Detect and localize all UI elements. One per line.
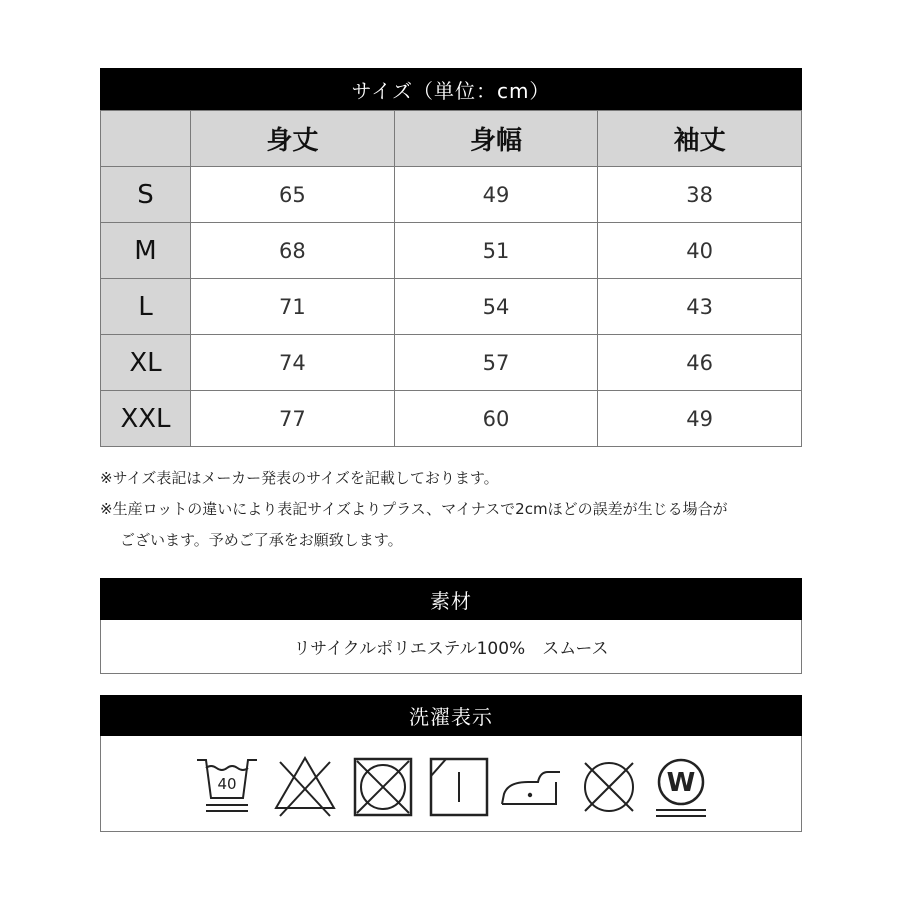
- table-cell: 51: [394, 223, 598, 279]
- iron-low-icon: [498, 754, 564, 820]
- size-table-header-row: [101, 111, 802, 167]
- table-cell: 65: [191, 167, 395, 223]
- size-label: L: [101, 279, 191, 335]
- table-cell: 60: [394, 391, 598, 447]
- table-row: [101, 223, 802, 279]
- size-section-title: サイズ（単位：cm）: [351, 78, 551, 103]
- size-label: S: [101, 167, 191, 223]
- care-section-header: [100, 695, 802, 736]
- wash-temp-label: 40: [217, 775, 237, 793]
- column-header-length: 身丈: [191, 111, 395, 167]
- material-section-header: [100, 578, 802, 620]
- table-row: [101, 279, 802, 335]
- table-cell: 49: [598, 391, 802, 447]
- no-dry-clean-icon: [576, 754, 642, 820]
- size-label: M: [101, 223, 191, 279]
- table-cell: 54: [394, 279, 598, 335]
- table-cell: 40: [598, 223, 802, 279]
- column-header-width: 身幅: [394, 111, 598, 167]
- line-dry-icon: [426, 754, 492, 820]
- table-cell: 71: [191, 279, 395, 335]
- size-notes: [100, 463, 728, 556]
- table-row: [101, 335, 802, 391]
- size-table: [100, 110, 802, 447]
- note-line: ※生産ロットの違いにより表記サイズよりプラス、マイナスで2cmほどの誤差が生じる場合が: [100, 500, 728, 518]
- care-symbols-row: [100, 736, 802, 832]
- table-cell: 38: [598, 167, 802, 223]
- table-cell: 43: [598, 279, 802, 335]
- care-section-title: 洗濯表示: [409, 705, 493, 729]
- size-section-header: [100, 68, 802, 110]
- wet-clean-icon: [648, 754, 714, 820]
- no-bleach-icon: [272, 754, 338, 820]
- table-cell: 46: [598, 335, 802, 391]
- material-section-title: 素材: [430, 588, 472, 613]
- table-row: [101, 391, 802, 447]
- corner-cell: [101, 111, 191, 167]
- size-label: XL: [101, 335, 191, 391]
- wash-40-icon: [194, 754, 260, 820]
- column-header-sleeve: 袖丈: [598, 111, 802, 167]
- size-label: XXL: [101, 391, 191, 447]
- table-row: [101, 167, 802, 223]
- note-line: ございます。予めご了承をお願致します。: [120, 531, 403, 549]
- no-tumble-dry-icon: [350, 754, 416, 820]
- table-cell: 57: [394, 335, 598, 391]
- note-line: ※サイズ表記はメーカー発表のサイズを記載しております。: [100, 469, 499, 487]
- table-cell: 68: [191, 223, 395, 279]
- wet-clean-letter: W: [666, 768, 696, 798]
- material-text: リサイクルポリエステル100% スムース: [293, 639, 609, 659]
- material-content: [100, 620, 802, 674]
- table-cell: 77: [191, 391, 395, 447]
- table-cell: 49: [394, 167, 598, 223]
- table-cell: 74: [191, 335, 395, 391]
